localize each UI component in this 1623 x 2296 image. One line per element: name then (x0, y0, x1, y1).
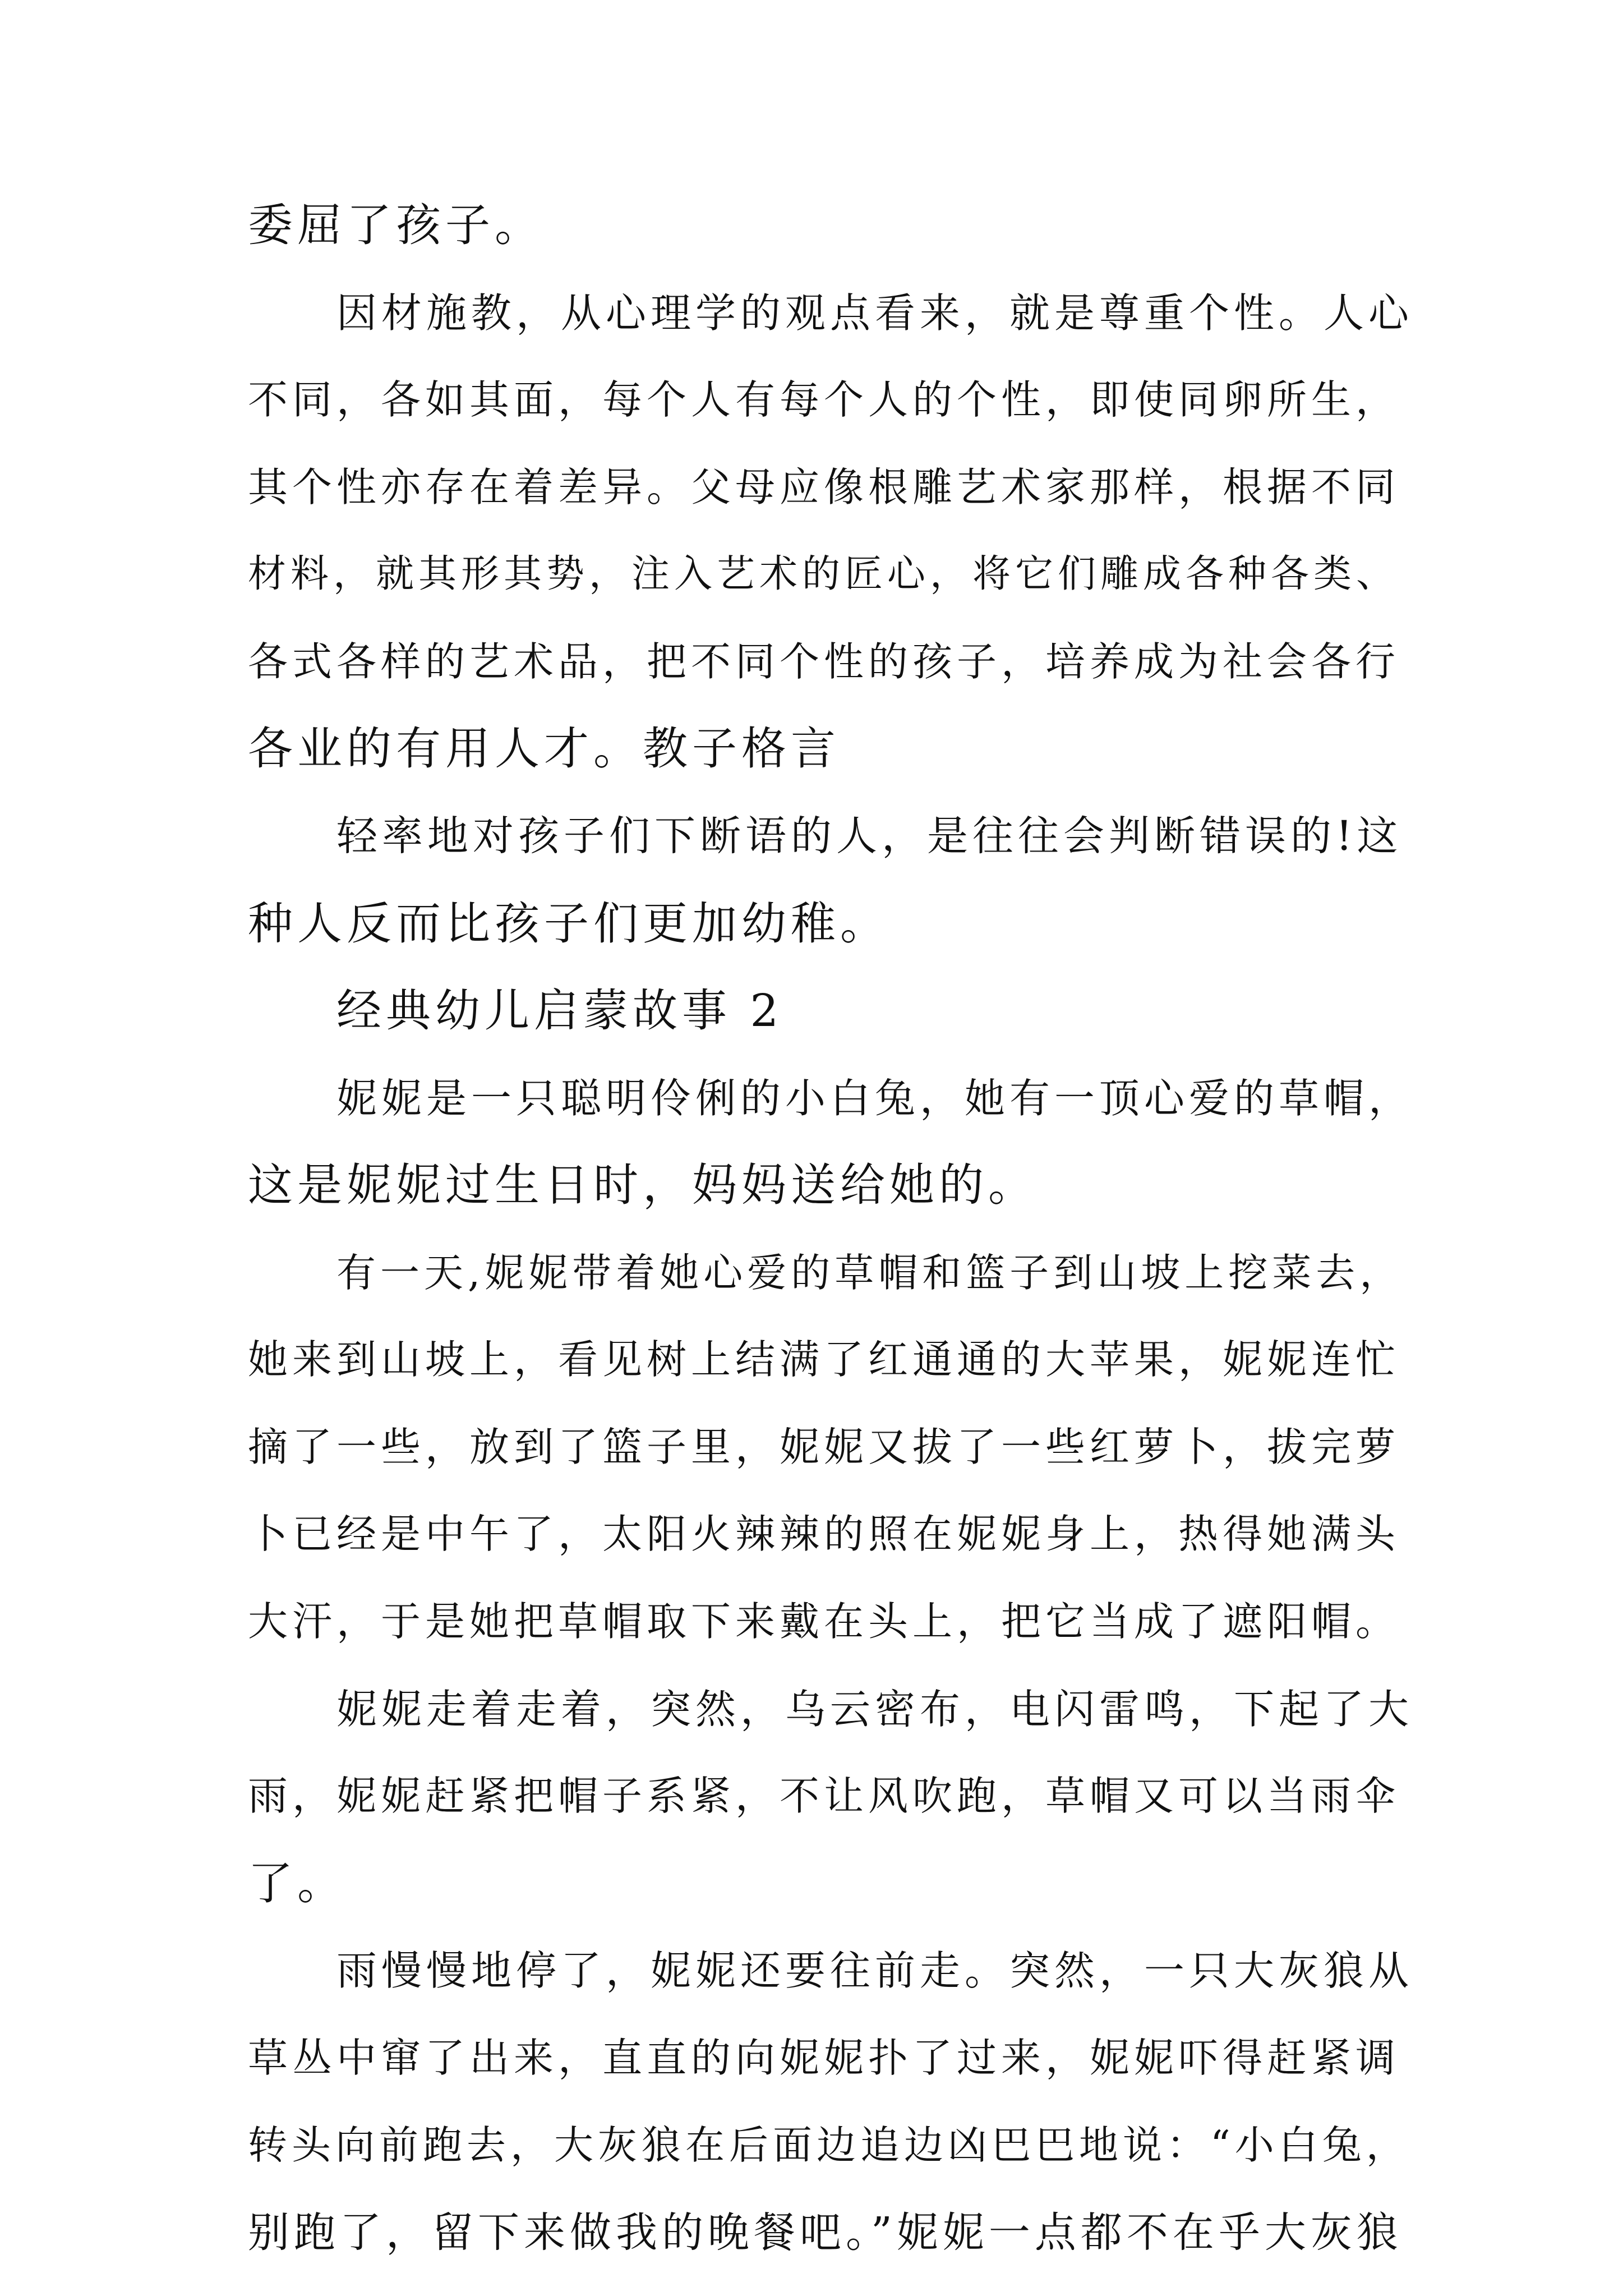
text-line: 卜已经是中午了，太阳火辣辣的照在妮妮身上，热得她满头 (248, 1511, 1400, 1557)
text-line: 妮妮是一只聪明伶俐的小白兔，她有一顶心爱的草帽， (336, 1075, 1414, 1122)
section-heading: 经典幼儿启蒙故事 2 (336, 984, 783, 1037)
text-line: 其个性亦存在着差异。父母应像根雕艺术家那样，根据不同 (248, 464, 1400, 510)
text-line: 因材施教，从心理学的观点看来，就是尊重个性。人心 (336, 289, 1414, 337)
text-line: 别跑了，留下来做我的晚餐吧。”妮妮一点都不在乎大灰狼 (248, 2208, 1403, 2257)
text-line: 各式各样的艺术品，把不同个性的孩子，培养成为社会各行 (248, 638, 1400, 685)
text-line: 雨，妮妮赶紧把帽子系紧，不让风吹跑，草帽又可以当雨伞 (248, 1773, 1400, 1819)
text-line: 各业的有用人才。教子格言 (248, 723, 840, 775)
text-line: 摘了一些，放到了篮子里，妮妮又拔了一些红萝卜，拔完萝 (248, 1424, 1400, 1470)
text-line: 材料，就其形其势，注入艺术的匠心，将它们雕成各种各类、 (248, 552, 1399, 596)
text-line: 她来到山坡上，看见树上结满了红通通的大苹果，妮妮连忙 (248, 1336, 1400, 1383)
text-line: 种人反而比孩子们更加幼稚。 (248, 898, 889, 950)
text-line: 转头向前跑去，大灰狼在后面边追边凶巴巴地说：“小白兔， (248, 2122, 1410, 2168)
text-line: 这是妮妮过生日时，妈妈送给她的。 (248, 1159, 1038, 1211)
text-line: 有一天,妮妮带着她心爱的草帽和篮子到山坡上挖菜去， (336, 1250, 1404, 1296)
text-line: 不同，各如其面，每个人有每个人的个性，即使同卵所生， (248, 376, 1400, 423)
text-line: 了。 (248, 1857, 347, 1910)
text-line: 轻率地对孩子们下断语的人，是往往会判断错误的!这 (336, 812, 1403, 860)
text-line: 妮妮走着走着，突然，乌云密布，电闪雷鸣，下起了大 (336, 1686, 1414, 1733)
text-line: 草丛中窜了出来，直直的向妮妮扑了过来，妮妮吓得赶紧调 (248, 2035, 1400, 2081)
text-line: 雨慢慢地停了，妮妮还要往前走。突然，一只大灰狼从 (336, 1947, 1414, 1994)
text-line: 大汗，于是她把草帽取下来戴在头上，把它当成了遮阳帽。 (248, 1598, 1400, 1645)
text-line: 委屈了孩子。 (248, 199, 544, 251)
